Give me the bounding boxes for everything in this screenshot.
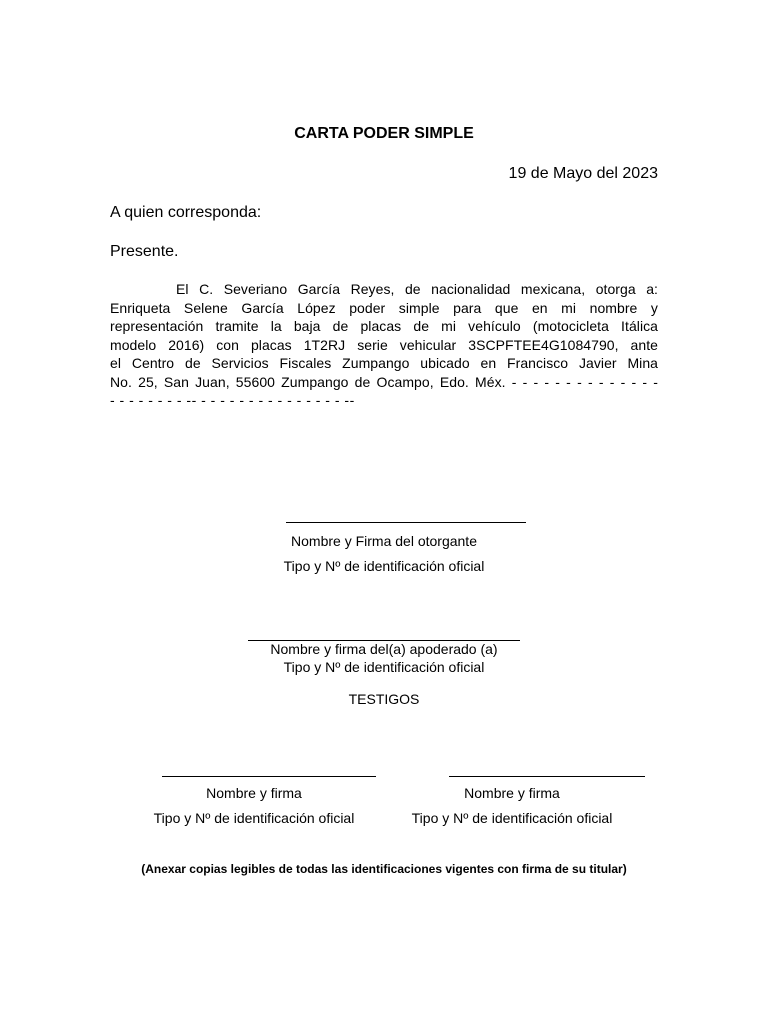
testigo1-signature-line <box>162 776 376 777</box>
body-line-2: Enriqueta Selene García López poder simple para que en mi nombre y <box>110 299 658 316</box>
testigo1-id-label: Tipo y Nº de identificación oficial <box>153 810 355 826</box>
salutation: A quien corresponda: <box>110 204 262 221</box>
otorgante-signature-line <box>286 522 526 523</box>
body-line-1-text: El C. Severiano García Reyes, de nacionalidad mexicana, otorga a: <box>176 281 658 297</box>
body-line-3: representación tramite la baja de placas de mi vehículo (motocicleta Itálica <box>110 318 658 334</box>
body-line-4: modelo 2016) con placas 1T2RJ serie vehicular 3SCPFTEE4G1084790, ante <box>110 336 658 353</box>
testigos-heading: TESTIGOS <box>348 691 420 707</box>
body-line-5: el Centro de Servicios Fiscales Zumpango ubicado en Francisco Javier Mina <box>110 355 658 371</box>
apoderado-name-label: Nombre y firma del(a) apoderado (a) <box>270 641 498 657</box>
testigo1-name-label: Nombre y firma <box>206 785 302 801</box>
document-date: 19 de Mayo del 2023 <box>508 165 658 182</box>
otorgante-id-label: Tipo y Nº de identificación oficial <box>283 558 485 574</box>
body-line-1 <box>110 280 658 299</box>
body-line-7: - - - - - - - - -- - - - - - - - - - - - - - - - -- <box>110 392 355 408</box>
annex-note: (Anexar copias legibles de todas las identificaciones vigentes con firma de su titular) <box>141 862 627 876</box>
body-paragraph <box>110 280 658 410</box>
testigo2-name-label: Nombre y firma <box>464 785 560 801</box>
testigo2-signature-line <box>449 776 645 777</box>
apoderado-id-label: Tipo y Nº de identificación oficial <box>283 659 485 675</box>
document-title: CARTA PODER SIMPLE <box>294 125 474 142</box>
body-line-6: No. 25, San Juan, 55600 Zumpango de Ocampo, Edo. Méx. - - - - - - - - - - - - - - <box>110 373 658 390</box>
presente-heading: Presente. <box>110 243 179 260</box>
otorgante-name-label: Nombre y Firma del otorgante <box>291 533 477 549</box>
testigo2-id-label: Tipo y Nº de identificación oficial <box>411 810 613 826</box>
